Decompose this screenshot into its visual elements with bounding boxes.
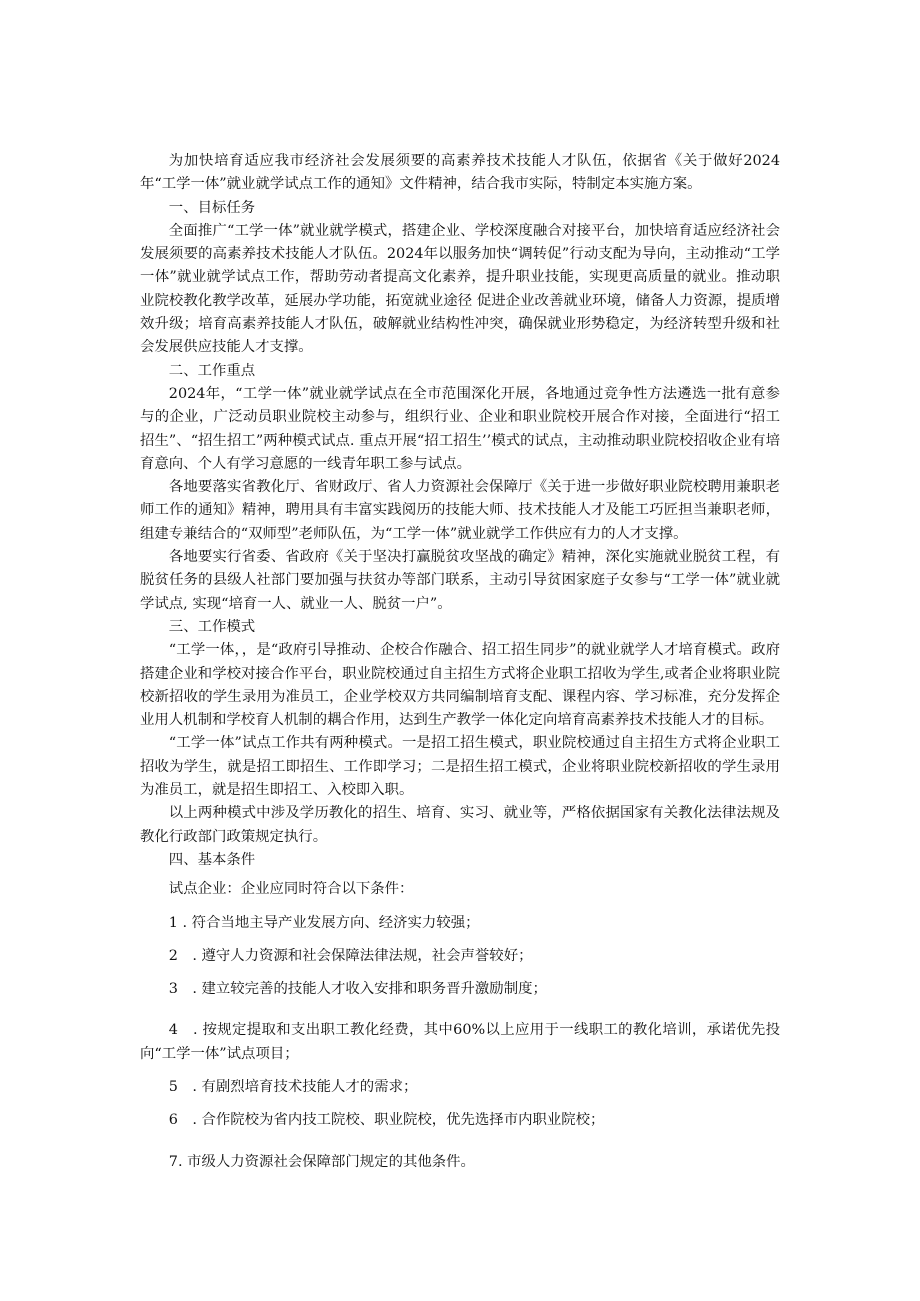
focus-paragraph-1: 2024年，“工学一体”就业就学试点在全市范围深化开展，各地通过竞争性方法遴选一批有意参与的企业，广泛动员职业院校主动参与，组织行业、企业和职业院校开展合作对接，全面进行“招工招生”、“招生招工”两种模式试点. 重点开展“招工招生’’模式的试点，主动推动职业院校招收企业有培育意向、个人有学习意愿的一线青年职工参与试点。 xyxy=(140,385,780,472)
goals-paragraph: 全面推广“工学一体”就业就学模式，搭建企业、学校深度融合对接平台，加快培育适应经济社会发展须要的高素养技术技能人才队伍。2024年以服务加快“调转促”行动支配为导向，主动推动“工学一体”就业就学试点工作，帮助劳动者提高文化素养，提升职业技能，实现更高质量的就业。推动职业院校教化教学改革，延展办学功能，拓宽就业途径 促进企业改善就业环境，储备人力资源，提质增效升级；培育高素养技能人才队伍，破解就业结构性冲突，确保就业形势稳定，为经济转型升级和社会发展供应技能人才支撑。 xyxy=(140,222,780,356)
condition-item-1: 1 . 符合当地主导产业发展方向、经济实力较强； xyxy=(168,914,480,931)
condition-item-5: 5 . 有剧烈培育技术技能人才的需求； xyxy=(168,1078,418,1095)
focus-paragraph-3: 各地要实行省委、省政府《关于坚决打赢脱贫攻坚战的确定》精神，深化实施就业脱贫工程，有脱贫任务的县级人社部门要加强与扶贫办等部门联系，主动引导贫困家庭子女参与“工学一体”就业就学试点, 实现“培育一人、就业一人、脱贫一户”。 xyxy=(140,549,780,612)
conditions-lead: 试点企业：企业应同时符合以下条件： xyxy=(168,881,414,898)
document-page xyxy=(140,150,780,1174)
condition-item-7: 7. 市级人力资源社会保障部门规定的其他条件。 xyxy=(168,1153,475,1170)
section-heading-focus: 二、工作重点 xyxy=(168,362,256,379)
condition-item-6: 6 . 合作院校为省内技工院校、职业院校，优先选择市内职业院校； xyxy=(168,1112,605,1129)
section-heading-conditions: 四、基本条件 xyxy=(168,851,256,868)
section-heading-mode: 三、工作模式 xyxy=(168,618,256,635)
focus-paragraph-2: 各地要落实省教化厅、省财政厅、省人力资源社会保障厅《关于进一步做好职业院校聘用兼职老师工作的通知》精神，聘用具有丰富实践阅历的技能大师、技术技能人才及能工巧匠担当兼职老师，组建专兼结合的“双师型”老师队伍，为“工学一体”就业就学工作供应有力的人才支撑。 xyxy=(140,479,780,542)
condition-item-2: 2 . 遵守人力资源和社会保障法律法规，社会声誉较好； xyxy=(168,947,533,964)
intro-paragraph: 为加快培育适应我市经济社会发展须要的高素养技术技能人才队伍，依据省《关于做好2024年“工学一体”就业就学试点工作的通知》文件精神，结合我市实际，特制定本实施方案。 xyxy=(140,153,780,193)
mode-paragraph-2: “工学一体”试点工作共有两种模式。一是招工招生模式，职业院校通过自主招生方式将企业职工招收为学生，就是招工即招生、工作即学习；二是招生招工模式，企业将职业院校新招收的学生录用为准员工，就是招生即招工、入校即入职。 xyxy=(140,735,780,799)
mode-paragraph-3: 以上两种模式中涉及学历教化的招生、培育、实习、就业等，严格依据国家有关教化法律法规及教化行政部门政策规定执行。 xyxy=(140,805,780,845)
section-heading-goals: 一、目标任务 xyxy=(168,199,256,216)
condition-item-4: 4 . 按规定提取和支出职工教化经费，其中60%以上应用于一线职工的教化培训，承诺优先投向“工学一体”试点项目； xyxy=(140,1022,780,1062)
mode-paragraph-1: “工学一体，，是“政府引导推动、企校合作融合、招工招生同步”的就业就学人才培育模式。政府搭建企业和学校对接合作平台，职业院校通过自主招生方式将企业职工招收为学生,或者企业将职业院校新招收的学生录用为准员工，企业学校双方共同编制培育支配、课程内容、学习标准，充分发挥企业用人机制和学校育人机制的耦合作用，达到生产教学一体化定向培育高素养技术技能人才的目标。 xyxy=(140,642,780,729)
condition-item-3: 3 . 建立较完善的技能人才收入安排和职务晋升激励制度； xyxy=(168,981,547,998)
